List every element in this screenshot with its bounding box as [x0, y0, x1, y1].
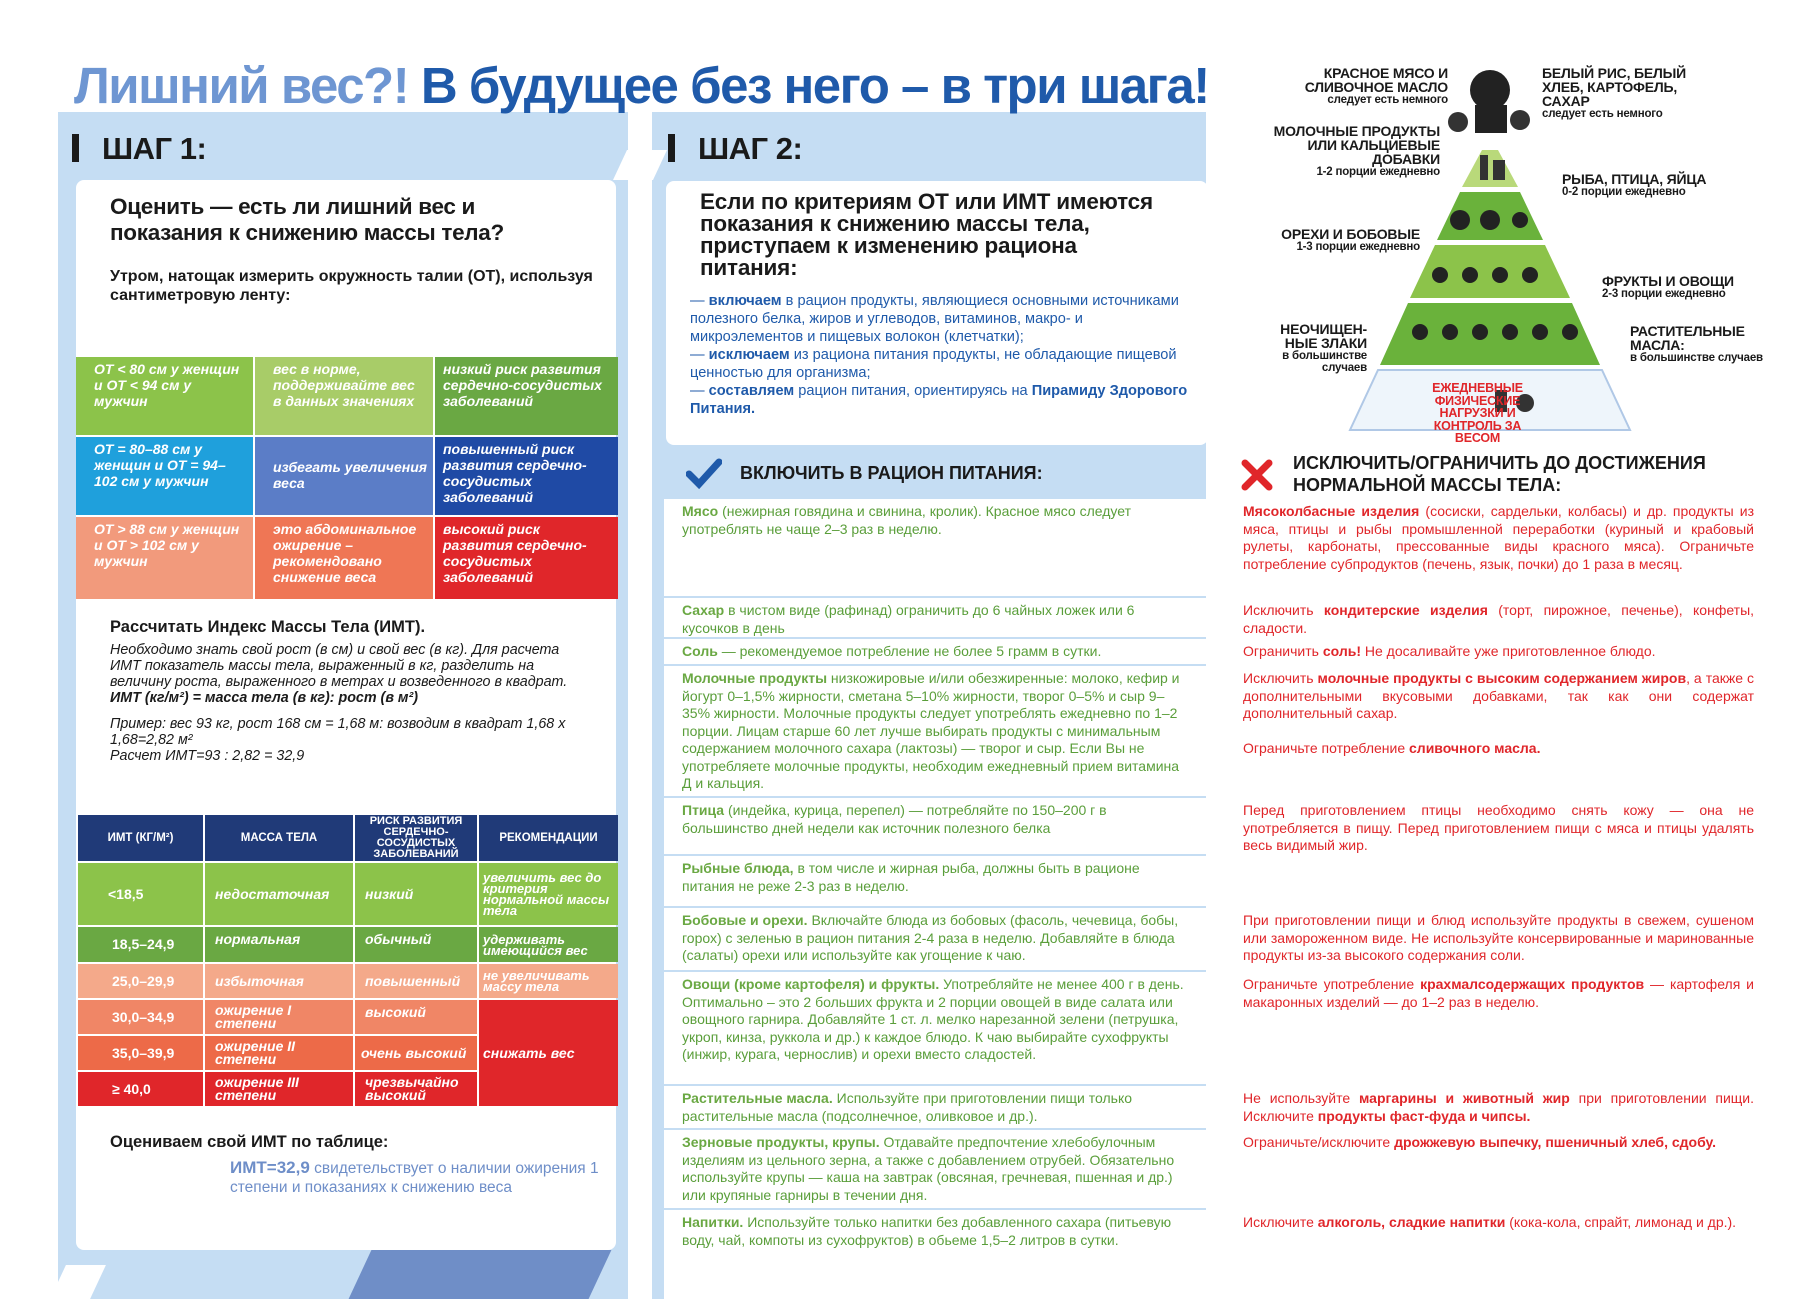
bmi-cell: не увеличивать массу тела — [479, 964, 618, 998]
pyramid-label-grains: НЕОЧИЩЕН- НЫЕ ЗЛАКИ в большинстве случаев — [1280, 321, 1367, 374]
table-row-left: Птица (индейка, курица, перепел) — потребляйте по 150–200 г в большинство дней недели как источник полезного белка — [664, 798, 1206, 854]
table-row-left: Бобовые и орехи. Включайте блюда из бобовых (фасоль, чечевица, бобы, горох) с зеленью в рацион питания 2-4 раза в неделю. Добавляйте в блюда (салаты) орехи или используйте как угощение к чаю. — [664, 908, 1206, 970]
bmi-header-cell: МАССА ТЕЛА — [205, 815, 353, 861]
bmi-cell: избыточная — [205, 964, 353, 998]
cross-icon — [1240, 458, 1274, 497]
bmi-cell: увеличить вес до критерия нормальной массы тела — [479, 863, 618, 925]
page-title — [74, 57, 1209, 114]
bmi-heading: Рассчитать Индекс Массы Тела (ИМТ). — [110, 618, 426, 636]
table-row-right: Исключить молочные продукты с высоким содержанием жиров, а также с дополнительными вкусовыми добавками, так как они содержат дополнительный сахар. Ограничьте потребление сливочного масла. — [1210, 666, 1768, 796]
pyramid-label-fruits: ФРУКТЫ И ОВОЩИ 2-3 порции ежедневно — [1602, 273, 1734, 300]
table-row-right: Не используйте маргарины и животный жир при приготовлении пищи. Исключите продукты фаст-фуда и чипсы. — [1210, 1086, 1768, 1128]
bmi-cell: ожирение I степени — [205, 1000, 353, 1034]
table-row-right: Ограничьте/исключите дрожжевую выпечку, пшеничный хлеб, сдобу. — [1210, 1130, 1768, 1208]
step2-list: — включаем в рацион продукты, являющиеся основными источниками полезного белка, жиров и углеводов, витаминов, макро- и микроэлементов и пищевых волокон (клетчатки); — исключаем из рациона питания продукты, не обладающие пищевой ценностью для организма; — составляем рацион питания, ориентируясь на Пирамиду Здорового Питания. — [690, 293, 1188, 417]
bmi-cell: <18,5 — [78, 863, 203, 925]
pyramid-base-label: ЕЖЕДНЕВНЫЕ ФИЗИЧЕСКИЕ НАГРУЗКИ И КОНТРОЛЬ ЗА ВЕСОМ — [1432, 381, 1523, 445]
pyramid-label-fish: РЫБА, ПТИЦА, ЯЙЦА 0-2 порции ежедневно — [1562, 171, 1707, 198]
table-row-right — [1210, 856, 1768, 906]
bmi-cell: обычный — [355, 927, 477, 962]
bmi-cell: 30,0–34,9 — [78, 1000, 203, 1034]
waist-risk-2: повышенный риск развития сердечно-сосудистых заболеваний — [435, 437, 618, 515]
bmi-header-cell: РЕКОМЕНДАЦИИ — [479, 815, 618, 861]
table-row-left: Растительные масла. Используйте при приготовлении пищи только растительные масла (подсолнечное, оливковое и др.). — [664, 1086, 1206, 1128]
include-heading: ВКЛЮЧИТЬ В РАЦИОН ПИТАНИЯ: — [740, 463, 1043, 483]
table-row-right: Исключите алкоголь, сладкие напитки (кока-кола, спрайт, лимонад и др.). — [1210, 1210, 1768, 1299]
pyramid-label-nuts: ОРЕХИ И БОБОВЫЕ 1-3 порции ежедневно — [1281, 226, 1420, 253]
table-row-left: Молочные продукты низкожировые и/или обезжиренные: молоко, кефир и йогурт 0–1,5% жирности, сметана 5–10% жирности, творог 0–5% и сыр 9–35% жирности. Молочные продукты следует употреблять ежедневно по 1–2 порции. Лицам старше 60 лет лучше выбирать продукты с минимальным содержанием молочного сахара (лактозы) — творог и сыр. Если Вы не употребляете молочные продукты, необходим ежедневный прием витамина Д и кальция. — [664, 666, 1206, 796]
bmi-header-cell: РИСК РАЗВИТИЯ СЕРДЕЧНО-СОСУДИСТЫХ ЗАБОЛЕВАНИЙ — [355, 815, 477, 861]
bmi-cell: нормальная — [205, 927, 353, 962]
bmi-explanation: Необходимо знать свой рост (в см) и свой вес (в кг). Для расчета ИМТ показатель массы тела, выраженный в кг, разделить на величину роста, выраженного в метрах и возведенного в квадрат. ИМТ (кг/м²) = масса тела (в кг): рост (в м²) Пример: вес 93 кг, рост 168 см = 1,68 м: возводим в квадрат 1,68 x 1,68=2,82 м² Расчет ИМТ=93 : 2,82 = 32,9 — [110, 642, 585, 764]
waist-risk-3: высокий риск развития сердечно-сосудистых заболеваний — [435, 517, 618, 599]
table-row-right: Мясоколбасные изделия (сосиски, сардельки, колбасы) и др. продукты из мяса, птицы и рыбы промышленной переработки (куриный и крабовый рулеты, карбонаты, прессованные виды красного мяса). Ограничьте потребление субпродуктов (печень, язык, почки) до 1 раза в месяц. — [1210, 499, 1768, 596]
waist-measure-1: ОТ < 80 см у женщин и ОТ < 94 см у мужчин — [76, 357, 253, 435]
bmi-formula: ИМТ (кг/м²) = масса тела (в кг): рост (в м²) — [110, 690, 419, 706]
bmi-cell: ожирение III степени — [205, 1072, 353, 1106]
bmi-cell: удерживать имеющийся вес — [479, 927, 618, 962]
step-marker-icon — [668, 134, 675, 162]
check-icon — [686, 458, 722, 495]
table-row-right: Ограничьте употребление крахмалсодержащих продуктов — картофеля и макаронных изделий — до 1–2 раз в неделю. — [1210, 972, 1768, 1084]
bmi-cell: 35,0–39,9 — [78, 1036, 203, 1070]
table-row-left: Мясо (нежирная говядина и свинина, кролик). Красное мясо следует употреблять не чаще 2–3 раз в неделю. — [664, 499, 1206, 596]
bmi-calc: Расчет ИМТ=93 : 2,82 = 32,9 — [110, 748, 305, 764]
table-row-left: Овощи (кроме картофеля) и фрукты. Употребляйте не менее 400 г в день. Оптимально – это 2 больших фрукта и 2 порции овощей в виде салата или овощного гарнира. Добавляйте 1 ст. л. мелко нарезанной зелени (петрушка, укроп, кинза, руккола и др.) к каждое блюдо. К чаю выбирайте сухофрукты (инжир, курага, чернослив) и орехи вместо сладостей. — [664, 972, 1206, 1084]
bmi-cell: чрезвычайно высокий — [355, 1072, 477, 1106]
bmi-header-cell: ИМТ (КГ/М²) — [78, 815, 203, 861]
table-row-left: Напитки. Используйте только напитки без добавленного сахара (питьевую воду, чай, компоты из сухофруктов) в обьеме 1,5–2 литров в сутки. — [664, 1210, 1206, 1299]
bmi-cell: высокий — [355, 1000, 477, 1034]
waist-measure-3: ОТ > 88 см у женщин и ОТ > 102 см у мужчин — [76, 517, 253, 599]
table-row-right: При приготовлении пищи и блюд используйте продукты в свежем, сушеном или замороженном виде. Не используйте консервированные и маринованные продукты из-за высокого содержания соли. — [1210, 908, 1768, 970]
step2-criteria: Если по критериям ОТ или ИМТ имеются показания к снижению массы тела, приступаем к изменению рациона питания: — [700, 189, 1153, 280]
waist-risk-1: низкий риск развития сердечно-сосудистых заболеваний — [435, 357, 618, 435]
waist-status-1: вес в норме, поддерживайте вес в данных значениях — [255, 357, 433, 435]
table-row-left: Сахар в чистом виде (рафинад) ограничить до 6 чайных ложек или 6 кусочков в день — [664, 598, 1206, 637]
step1-heading: ШАГ 1: — [72, 131, 206, 167]
eval-bmi-value: ИМТ=32,9 — [230, 1158, 310, 1177]
table-row-left: Зерновые продукты, крупы. Отдавайте предпочтение хлебобулочным изделиям из цельного зерна, а также с добавлением отрубей. Обязательно используйте крупы — каша на завтрак (овсяная, гречневая, пшенная и др.) или крупяные гарниры в течении дня. — [664, 1130, 1206, 1208]
bmi-cell: ожирение II степени — [205, 1036, 353, 1070]
exclude-heading: ИСКЛЮЧИТЬ/ОГРАНИЧИТЬ ДО ДОСТИЖЕНИЯ НОРМАЛЬНОЙ МАССЫ ТЕЛА: — [1293, 453, 1706, 495]
decor-stripe — [349, 1250, 612, 1299]
waist-status-2: избегать увеличения веса — [255, 437, 433, 515]
eval-text: ИМТ=32,9 свидетельствует о наличии ожирения 1 степени и показаниях к снижению веса — [230, 1158, 599, 1196]
table-row-right: Исключить кондитерские изделия (торт, пирожное, печенье), конфеты, сладости. — [1210, 598, 1768, 637]
waist-status-3: это абдоминальное ожирение – рекомендовано снижение веса — [255, 517, 433, 599]
pyramid-label-red-meat: КРАСНОЕ МЯСО И СЛИВОЧНОЕ МАСЛО следует есть немного — [1304, 65, 1448, 106]
table-row-left: Соль — рекомендуемое потребление не более 5 грамм в сутки. — [664, 639, 1206, 664]
pyramid-label-dairy: МОЛОЧНЫЕ ПРОДУКТЫ ИЛИ КАЛЬЦИЕВЫЕ ДОБАВКИ 1-2 порции ежедневно — [1273, 123, 1440, 178]
table-row-right: Ограничить соль! Не досаливайте уже приготовленное блюдо. — [1210, 639, 1768, 664]
bmi-cell: 18,5–24,9 — [78, 927, 203, 962]
waist-instruction: Утром, натощак измерить окружность талии (ОТ), используя сантиметровую ленту: — [110, 268, 593, 304]
bmi-cell: снижать вес — [479, 1000, 618, 1106]
bmi-cell: недостаточная — [205, 863, 353, 925]
step2-heading: ШАГ 2: — [668, 131, 802, 167]
title-part2: В будущее без него – в три шага! — [420, 57, 1209, 114]
table-row-left: Рыбные блюда, в том числе и жирная рыба, должны быть в рационе питания не реже 2-3 раз в неделю. — [664, 856, 1206, 906]
step1-question: Оценить — есть ли лишний вес и показания к снижению массы тела? — [110, 194, 504, 245]
bmi-cell: очень высокий — [355, 1036, 477, 1070]
eval-heading: Оцениваем свой ИМТ по таблице: — [110, 1133, 389, 1151]
bmi-cell: ≥ 40,0 — [78, 1072, 203, 1106]
bmi-cell: повышенный — [355, 964, 477, 998]
bmi-example: Пример: вес 93 кг, рост 168 см = 1,68 м: возводим в квадрат 1,68 x 1,68=2,82 м² — [110, 716, 566, 748]
bmi-cell: низкий — [355, 863, 477, 925]
pyramid-label-white-rice: БЕЛЫЙ РИС, БЕЛЫЙ ХЛЕБ, КАРТОФЕЛЬ, САХАР следует есть немного — [1542, 65, 1686, 120]
title-part1: Лишний вес?! — [74, 57, 409, 114]
step-marker-icon — [72, 134, 79, 162]
pyramid-label-oils: РАСТИТЕЛЬНЫЕ МАСЛА: в большинстве случаев — [1630, 323, 1763, 364]
table-row-right: Перед приготовлением птицы необходимо снять кожу — она не употребляется в пищу. Перед приготовлением пищи с мяса и птицы удалять весь видимый жир. — [1210, 798, 1768, 854]
waist-measure-2: ОТ = 80–88 см у женщин и ОТ = 94–102 см у мужчин — [76, 437, 253, 515]
bmi-cell: 25,0–29,9 — [78, 964, 203, 998]
